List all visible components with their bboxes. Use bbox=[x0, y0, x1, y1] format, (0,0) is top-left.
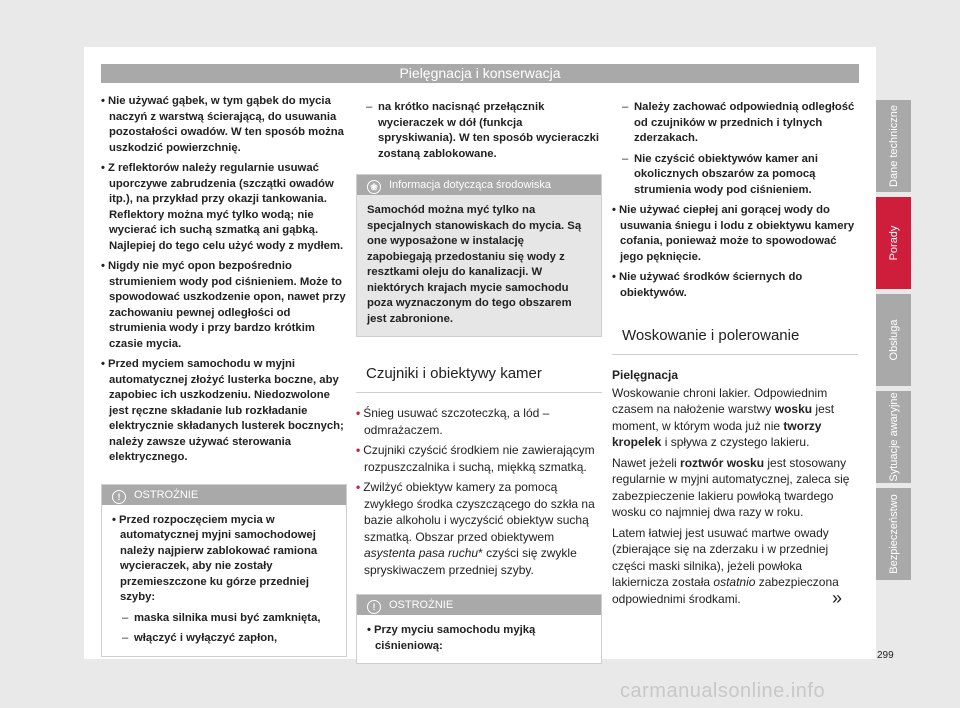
list-item: • Nie używać gąbek, w tym gąbek do mycia naczyń z warstwą ścierającą, do usuwania pozostałości owadów. W ten sposób można uszkodzić powierzchnię. bbox=[101, 94, 347, 156]
watermark: carmanualsonline.info bbox=[620, 680, 826, 702]
column-1-text bbox=[101, 94, 347, 466]
paragraph: Latem łatwiej jest usuwać martwe owady (zbierające się na zderzaku i w przedniej części maski silnika), jeżeli powłoka lakiernicza została ostatnio zabezpieczona odpowiednimi środkami. bbox=[612, 525, 839, 606]
caution-box bbox=[101, 484, 347, 657]
list-item: • Nigdy nie myć opon bezpośrednio strumieniem wody pod ciśnieniem. Może to spowodować uszkodzenie opon, nawet przy zachowaniu pewnej odległości od strumienia wody i przy bardzo krótkim czasie mycia. bbox=[101, 259, 347, 352]
list-item: • Zwilżyć obiektyw kamery za pomocą zwykłego środka czyszczącego do szkła na bazie alkoholu i wyczyścić obiektyw suchą szmatką. Obszar przed obiektywem asystenta pasa ruchu* czyści się zwykle spryskiwaczem przedniej szyby. bbox=[356, 480, 595, 577]
list-item: • Nie używać środków ściernych do obiektywów. bbox=[612, 270, 858, 301]
column-3 bbox=[612, 100, 858, 611]
caution-box bbox=[356, 594, 602, 664]
environment-box-body bbox=[357, 195, 601, 336]
list-item: • Śnieg usuwać szczoteczką, a lód – odmrażaczem. bbox=[356, 406, 550, 437]
page-header: Pielęgnacja i konserwacja bbox=[101, 64, 859, 83]
caution-box-header bbox=[102, 485, 346, 505]
paragraph: Nawet jeżeli roztwór wosku jest stosowany regularnie w myjni automatycznej, zaleca się zabezpieczenie lakieru powłoką twardego wosku co najmniej dwa razy w roku. bbox=[612, 455, 850, 519]
caution-icon: ! bbox=[112, 490, 126, 504]
tab-dane-techniczne[interactable]: Dane techniczne bbox=[876, 100, 911, 192]
tab-porady[interactable]: Porady bbox=[876, 197, 911, 289]
dash-item: – maska silnika musi być zamknięta, bbox=[112, 611, 336, 627]
caution-box-body bbox=[357, 615, 601, 663]
caution-title: OSTROŻNIE bbox=[389, 599, 454, 611]
tab-obsluga[interactable]: Obsługa bbox=[876, 294, 911, 386]
environment-icon: ❀ bbox=[367, 180, 381, 194]
list-item: • Przy myciu samochodu myjką ciśnieniową: bbox=[367, 623, 591, 654]
tab-bezpieczenstwo[interactable]: Bezpieczeństwo bbox=[876, 488, 911, 580]
column-2-body bbox=[356, 405, 602, 578]
list-item: • Nie używać ciepłej ani gorącej wody do usuwania śniegu i lodu z obiektywu kamery cofania, ponieważ może to spowodować jego pęknięcie. bbox=[612, 203, 858, 265]
list-item: • Czujniki czyścić środkiem nie zawierającym rozpuszczalnika i suchą, miękką szmatką. bbox=[356, 443, 595, 474]
page-number: 299 bbox=[877, 650, 894, 661]
continued-arrow-icon: » bbox=[832, 588, 843, 608]
section-title: Woskowanie i polerowanie bbox=[612, 325, 858, 355]
dash-item: – na krótko nacisnąć przełącznik wycieraczek w dół (funkcja spryskiwania). W ten sposób wycieraczki zostaną zablokowane. bbox=[356, 100, 602, 162]
dash-item: – Nie czyścić obiektywów kamer ani okolicznych obszarów za pomocą strumienia wody pod ciśnieniem. bbox=[612, 152, 858, 199]
column-2-top bbox=[356, 100, 602, 162]
subheading: Pielęgnacja bbox=[612, 368, 679, 382]
paragraph: Woskowanie chroni lakier. Odpowiednim czasem na nałożenie warstwy wosku jest moment, w którym woda już nie tworzy kropelek i spływa z czystego lakieru. bbox=[612, 385, 835, 449]
environment-text: Samochód można myć tylko na specjalnych stanowiskach do mycia. Są one wyposażone w instalację zapobiegają przedostaniu się wody z resztkami oleju do kanalizacji. W niektórych krajach mycie samochodu poza wyznaczonym do tego obszarem jest zabronione. bbox=[367, 204, 582, 325]
list-item: • Przed rozpoczęciem mycia w automatycznej myjni samochodowej należy najpierw zablokować ramiona wycieraczek, aby nie zostały przemieszczone ku górze przedniej szyby: bbox=[112, 513, 336, 606]
list-item: • Przed myciem samochodu w myjni automatycznej złożyć lusterka boczne, aby zapobiec ich uszkodzeniu. Niedozwolone jest ręczne składanie lub rozkładanie elektrycznie składanych lusterek bocznych; należy zawsze używać sterowania elektrycznego. bbox=[101, 357, 347, 466]
column-1 bbox=[101, 94, 347, 657]
dash-item: – włączyć i wyłączyć zapłon, bbox=[112, 631, 336, 647]
dash-item: – Należy zachować odpowiednią odległość od czujników w przednich i tylnych zderzakach. bbox=[612, 100, 858, 147]
column-3-body bbox=[612, 367, 858, 607]
environment-box-header bbox=[357, 175, 601, 195]
caution-box-body bbox=[102, 505, 346, 656]
column-2 bbox=[356, 100, 602, 664]
environment-title: Informacja dotycząca środowiska bbox=[389, 179, 552, 191]
tab-sytuacje-awaryjne[interactable]: Sytuacje awaryjne bbox=[876, 391, 911, 483]
caution-box-header bbox=[357, 595, 601, 615]
section-title: Czujniki i obiektywy kamer bbox=[356, 363, 602, 393]
column-3-top bbox=[612, 100, 858, 301]
caution-icon: ! bbox=[367, 600, 381, 614]
caution-title: OSTROŻNIE bbox=[134, 488, 199, 501]
environment-box bbox=[356, 174, 602, 337]
list-item: • Z reflektorów należy regularnie usuwać uporczywe zabrudzenia (szczątki owadów itp.), na przykład przy okazji tankowania. Reflektory można myć tylko wodą; nie wycierać ich suchą szmatką ani gąbką. Najlepiej do tego celu użyć wody z mydłem. bbox=[101, 161, 347, 254]
